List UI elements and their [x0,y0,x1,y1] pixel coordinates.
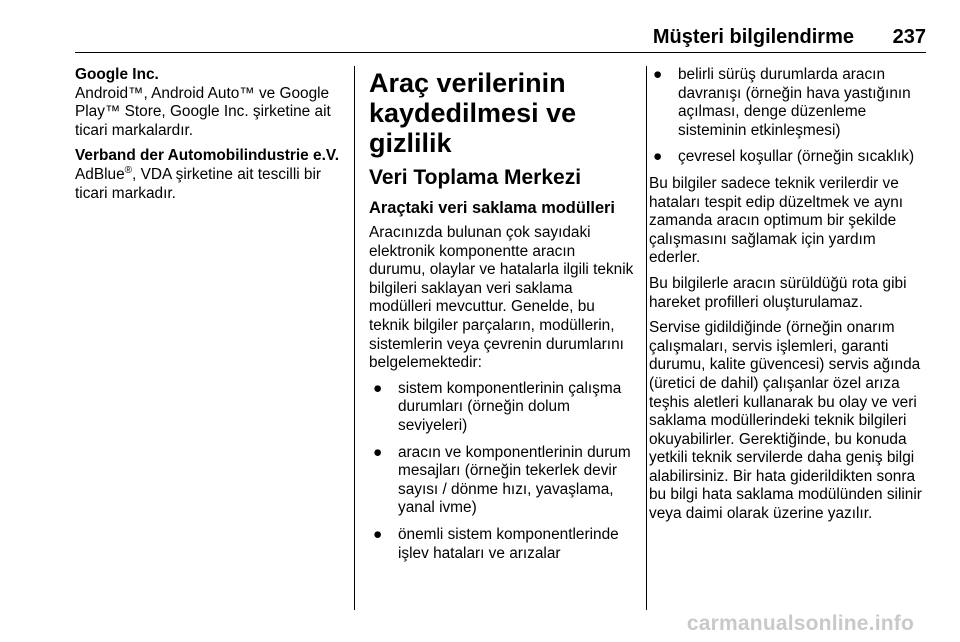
list-item-text: çevresel koşullar (örneğin sıcaklık) [678,148,915,166]
middle-column [369,66,635,571]
header-title: Müşteri bilgilendirme [652,26,854,48]
trademark-google [75,66,345,140]
bullet-icon: ● [373,443,383,461]
section-title: Araç verilerinin kaydedilmesi ve gizlilik [369,68,577,158]
list-item [369,380,635,436]
bullet-list [369,380,635,563]
bullet-icon: ● [653,66,663,83]
left-column [75,66,345,210]
list-item-text: önemli sistem komponentlerinde işlev hataları ve arızalar [398,525,619,562]
subsection-title: Veri Toplama Merkezi [369,166,582,189]
list-item-text: aracın ve komponentlerinin durum mesajları (örneğin tekerlek devir sayısı / dönme hızı, yavaşlama, yanal ivme) [398,443,631,517]
list-item [649,148,929,167]
list-item [649,66,929,140]
body-paragraph: Bu bilgiler sadece teknik verilerdir ve hataları tespit edip düzeltmek ve aynı zamanda aracın optimum bir şekilde çalışmasını sağlamak için yardım ederler. [649,174,904,267]
bullet-icon: ● [373,379,383,397]
trademark-vda [75,147,345,203]
list-item-text: sistem komponentlerinin çalışma durumları (örneğin dolum seviyeleri) [398,379,622,434]
page-header [75,26,926,53]
list-item [369,526,635,563]
trademark-heading: Google Inc. [75,66,159,83]
trademark-text: , VDA şirketine ait tescilli bir ticari markadır. [75,165,322,202]
column-divider-right [646,66,647,610]
bullet-list [649,66,929,167]
column-divider-left [354,66,355,610]
trademark-text: Android™, Android Auto™ ve Google Play™ Store, Google Inc. şirketine ait ticari markalardır. [75,84,331,139]
body-paragraph: Servise gidildiğinde (örneğin onarım çalışmaları, servis işlemleri, garanti durumu, kalite güvencesi) servis ağında (üretici de dahil) çalışanlar özel arıza teşhis aletleri kullanarak bu olay ve veri saklama modüllerindeki teknik bilgileri okuyabilirler. Gerektiğinde, bu konuda yetkili teknik servilerde daha geniş bilgi alabilirsiniz. Bir hata giderildikten sonra bu bilgi hata saklama modülünden silinir veya daimi olarak üzerine yazılır. [649,319,922,523]
right-column [649,66,929,531]
bullet-icon: ● [373,525,383,543]
page-number: 237 [892,26,926,48]
trademark-text: AdBlue [75,165,125,183]
intro-paragraph: Aracınızda bulunan çok sayıdaki elektronik komponentte aracın durumu, olaylar ve hatalarla ilgili teknik bilgileri saklayan veri saklama modülleri mevcuttur. Genelde, bu teknik bilgiler parçaların, modüllerin, sistemlerin veya çevrenin durumlarını belgelemektedir: [369,224,634,372]
list-item-text: belirli sürüş durumlarda aracın davranışı (örneğin hava yastığının açılması, denge düzenleme sisteminin etkinleşmesi) [678,66,911,139]
module-title: Araçtaki veri saklama modülleri [369,199,615,217]
registered-mark: ® [124,164,133,176]
body-paragraph: Bu bilgilerle aracın sürüldüğü rota gibi hareket profilleri oluşturulamaz. [649,274,907,311]
bullet-icon: ● [653,148,663,166]
trademark-heading: Verband der Automobilindustrie e.V. [75,147,339,165]
list-item [369,444,635,518]
watermark-text: carmanualsonline.info [686,612,914,635]
